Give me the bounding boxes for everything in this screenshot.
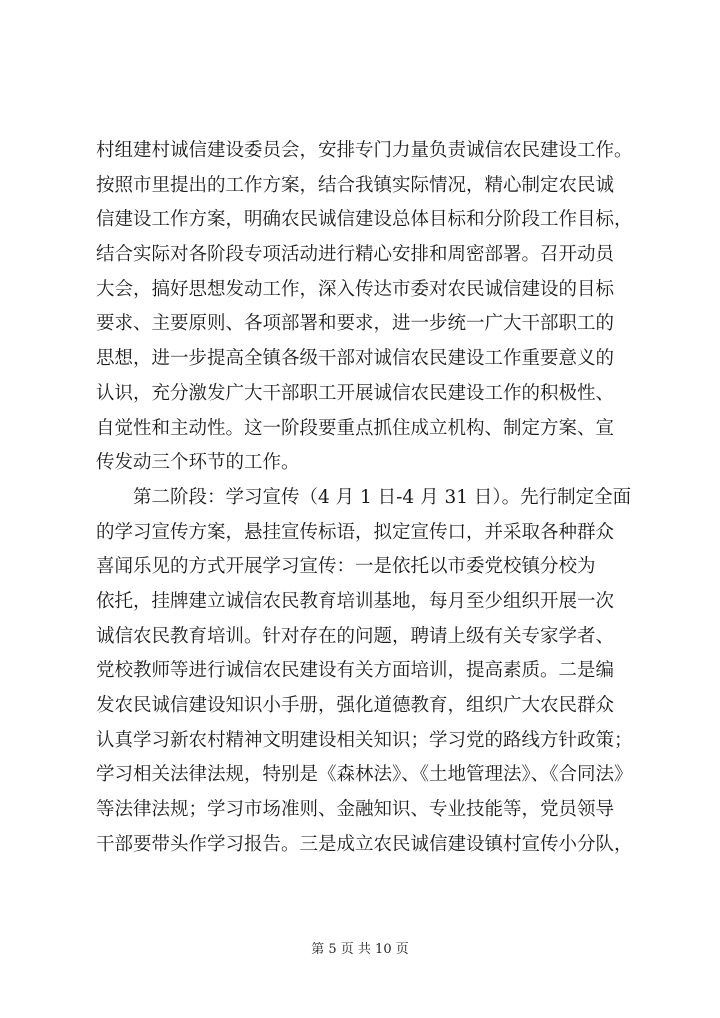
text-line-10: 传发动三个环节的工作。 xyxy=(96,452,300,474)
text-line-2: 按照市里提出的工作方案，结合我镇实际情况，精心制定农民诚 xyxy=(96,174,615,196)
text-line-3: 信建设工作方案，明确农民诚信建设总体目标和分阶段工作目标， xyxy=(96,209,633,231)
text-line-12: 的学习宣传方案，悬挂宣传标语，拟定宣传口，并采取各种群众 xyxy=(96,521,615,543)
text-line-5: 大会，搞好思想发动工作，深入传达市委对农民诚信建设的目标 xyxy=(96,278,615,300)
text-line-17: 发农民诚信建设知识小手册，强化道德教育，组织广大农民群众 xyxy=(96,695,615,716)
text-line-6: 要求、主要原则、各项部署和要求，进一步统一广大干部职工的 xyxy=(96,313,615,335)
text-line-13: 喜闻乐见的方式开展学习宣传：一是依托以市委党校镇分校为 xyxy=(96,556,596,578)
text-line-7: 思想，进一步提高全镇各级干部对诚信农民建设工作重要意义的 xyxy=(96,348,615,370)
text-line-18: 认真学习新农村精神文明建设相关知识；学习党的路线方针政策； xyxy=(96,729,633,751)
text-line-11: 第二阶段：学习宣传（4 月 1 日-4 月 31 日）。先行制定全面 xyxy=(133,486,632,508)
text-line-16: 党校教师等进行诚信农民建设有关方面培训，提高素质。二是编 xyxy=(96,660,615,682)
text-line-1: 村组建村诚信建设委员会，安排专门力量负责诚信农民建设工作。 xyxy=(96,140,633,161)
text-line-15: 诚信农民教育培训。针对存在的问题，聘请上级有关专家学者、 xyxy=(96,625,615,647)
text-line-8: 认识，充分激发广大干部职工开展诚信农民建设工作的积极性、 xyxy=(96,382,615,404)
body-text xyxy=(96,134,656,862)
text-line-21: 干部要带头作学习报告。三是成立农民诚信建设镇村宣传小分队， xyxy=(96,833,633,855)
text-line-19: 学习相关法律法规，特别是《森林法》、《土地管理法》、《合同法》 xyxy=(96,764,633,786)
page-number-footer: 第 5 页 共 10 页 xyxy=(311,942,409,957)
text-line-20: 等法律法规；学习市场准则、金融知识、专业技能等，党员领导 xyxy=(96,799,615,821)
text-line-9: 自觉性和主动性。这一阶段要重点抓住成立机构、制定方案、宣 xyxy=(96,417,615,439)
text-line-4: 结合实际对各阶段专项活动进行精心安排和周密部署。召开动员 xyxy=(96,244,615,266)
text-line-14: 依托，挂牌建立诚信农民教育培训基地，每月至少组织开展一次 xyxy=(96,590,615,612)
